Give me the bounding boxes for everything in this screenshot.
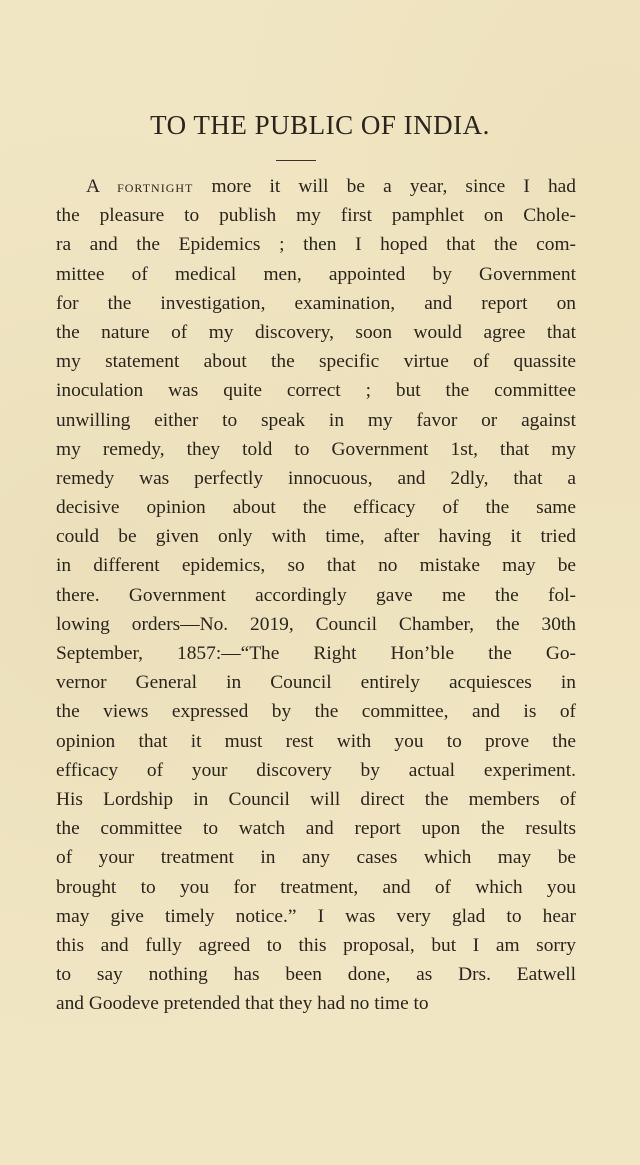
smallcaps-word: fortnight (117, 177, 194, 196)
text-line: remedy was perfectly innocuous, and 2dly, that a (56, 467, 576, 489)
text-line: brought to you for treatment, and of which you (56, 876, 576, 898)
text-line: September, 1857:—“The Right Hon’ble the Go- (56, 643, 576, 664)
text-line: my remedy, they told to Government 1st, that my (56, 438, 576, 460)
text-line: lowing orders—No. 2019, Council Chamber, the 30th (56, 613, 576, 635)
text-line: my statement about the specific virtue of quassite (56, 351, 576, 373)
text-line: this and fully agreed to this proposal, but I am sorry (56, 934, 576, 956)
text-line: there. Government accordingly gave me the fol- (56, 584, 576, 606)
text-line: the nature of my discovery, soon would agree that (56, 321, 576, 343)
text-line: the committee to watch and report upon the results (56, 818, 576, 840)
opening-letter: A (86, 176, 99, 197)
text-line: to say nothing has been done, as Drs. Eatwell (56, 964, 576, 986)
text-line: for the investigation, examination, and report on (56, 292, 576, 314)
title-divider-rule (276, 160, 316, 161)
body-paragraph (56, 172, 576, 1018)
text-line: and Goodeve pretended that they had no time to (56, 993, 429, 1015)
text-line: in different epidemics, so that no mistake may be (56, 555, 576, 577)
text-line: efficacy of your discovery by actual experiment. (56, 759, 576, 781)
text-line: unwilling either to speak in my favor or against (56, 409, 576, 431)
first-line-text: more it will be a year, since I had (211, 176, 576, 197)
text-line: the views expressed by the committee, and is of (56, 701, 576, 723)
text-line: vernor General in Council entirely acquiesces in (56, 672, 576, 694)
text-line: could be given only with time, after having it tried (56, 526, 576, 548)
text-line: His Lordship in Council will direct the members of (56, 788, 576, 810)
text-line: decisive opinion about the efficacy of the same (56, 497, 576, 519)
text-line: ra and the Epidemics ; then I hoped that the com- (56, 234, 576, 256)
page-title: TO THE PUBLIC OF INDIA. (150, 110, 490, 140)
text-line: mittee of medical men, appointed by Government (56, 263, 576, 285)
text-line: the pleasure to publish my first pamphlet on Chole- (56, 205, 576, 227)
text-line: may give timely notice.” I was very glad to hear (56, 905, 576, 927)
text-line (56, 172, 576, 201)
text-line: of your treatment in any cases which may be (56, 847, 576, 869)
text-line: inoculation was quite correct ; but the committee (56, 380, 576, 402)
text-line: opinion that it must rest with you to prove the (56, 730, 576, 752)
